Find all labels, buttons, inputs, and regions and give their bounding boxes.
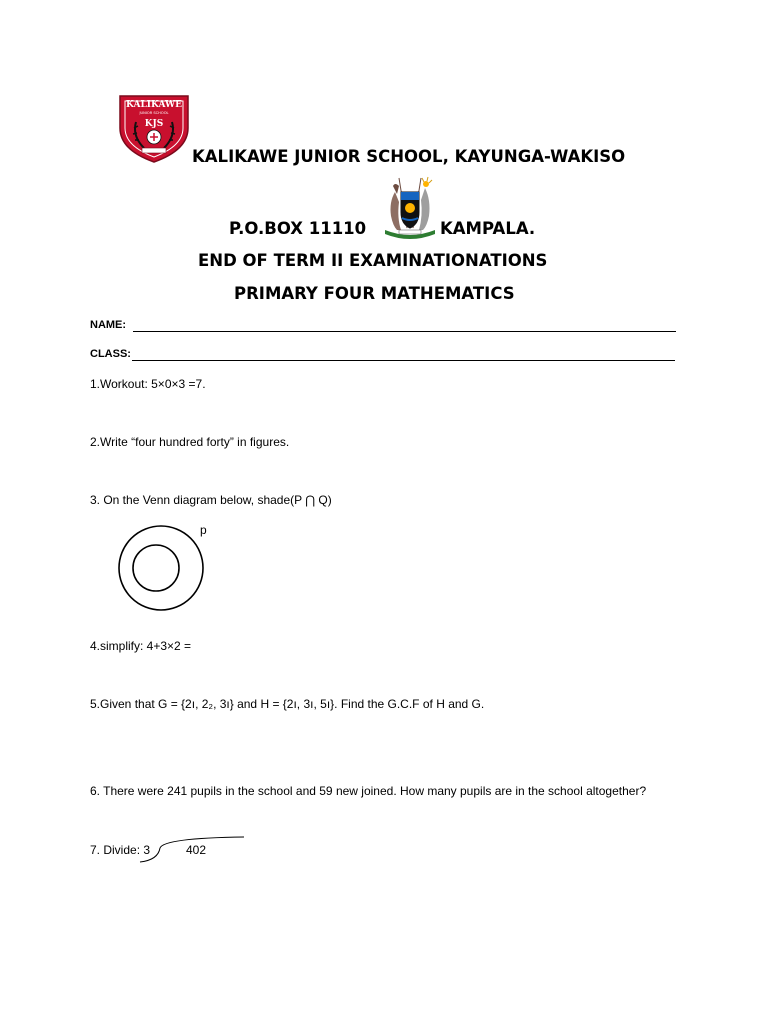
exam-title: END OF TERM II EXAMINATIONATIONS: [198, 251, 548, 270]
subject-title: PRIMARY FOUR MATHEMATICS: [234, 284, 515, 303]
question-7: 7. Divide: 3: [90, 843, 151, 857]
question-2: 2.Write “four hundred forty” in figures.: [90, 435, 290, 449]
question-3: 3. On the Venn diagram below, shade(P ⋂ Q): [90, 493, 332, 507]
logo-initials: KJS: [144, 119, 164, 129]
pobox: P.O.BOX 11110: [229, 219, 367, 238]
venn-label-p: p: [200, 523, 207, 537]
dividend: 402: [186, 843, 207, 857]
logo-top-text: KALIKAWE: [126, 100, 182, 110]
school-logo: [114, 92, 194, 164]
city: KAMPALA.: [440, 219, 536, 238]
question-1: 1.Workout: 5×0×3 =7.: [90, 377, 206, 391]
venn-outer-circle: [119, 526, 203, 610]
question-5: 5.Given that G = {2ı, 2₂, 3ı} and H = {2ı, 3ı, 5ı}. Find the G.C.F of H and G.: [90, 697, 485, 711]
class-field[interactable]: [132, 360, 675, 361]
logo-sub-text: JUNIOR SCHOOL: [139, 111, 169, 115]
school-name: KALIKAWE JUNIOR SCHOOL, KAYUNGA-WAKISO: [192, 147, 626, 166]
class-label: CLASS:: [90, 348, 131, 360]
name-field[interactable]: [133, 331, 676, 332]
question-4: 4.simplify: 4+3×2 =: [90, 639, 192, 653]
school-crest-icon: [114, 92, 194, 164]
question-6: 6. There were 241 pupils in the school and 59 new joined. How many pupils are in the school altogether?: [90, 784, 647, 798]
name-label: NAME:: [90, 319, 127, 331]
venn-inner-circle: [133, 545, 179, 591]
uganda-coat-of-arms-icon: [381, 172, 439, 242]
coat-of-arms: [381, 172, 439, 242]
